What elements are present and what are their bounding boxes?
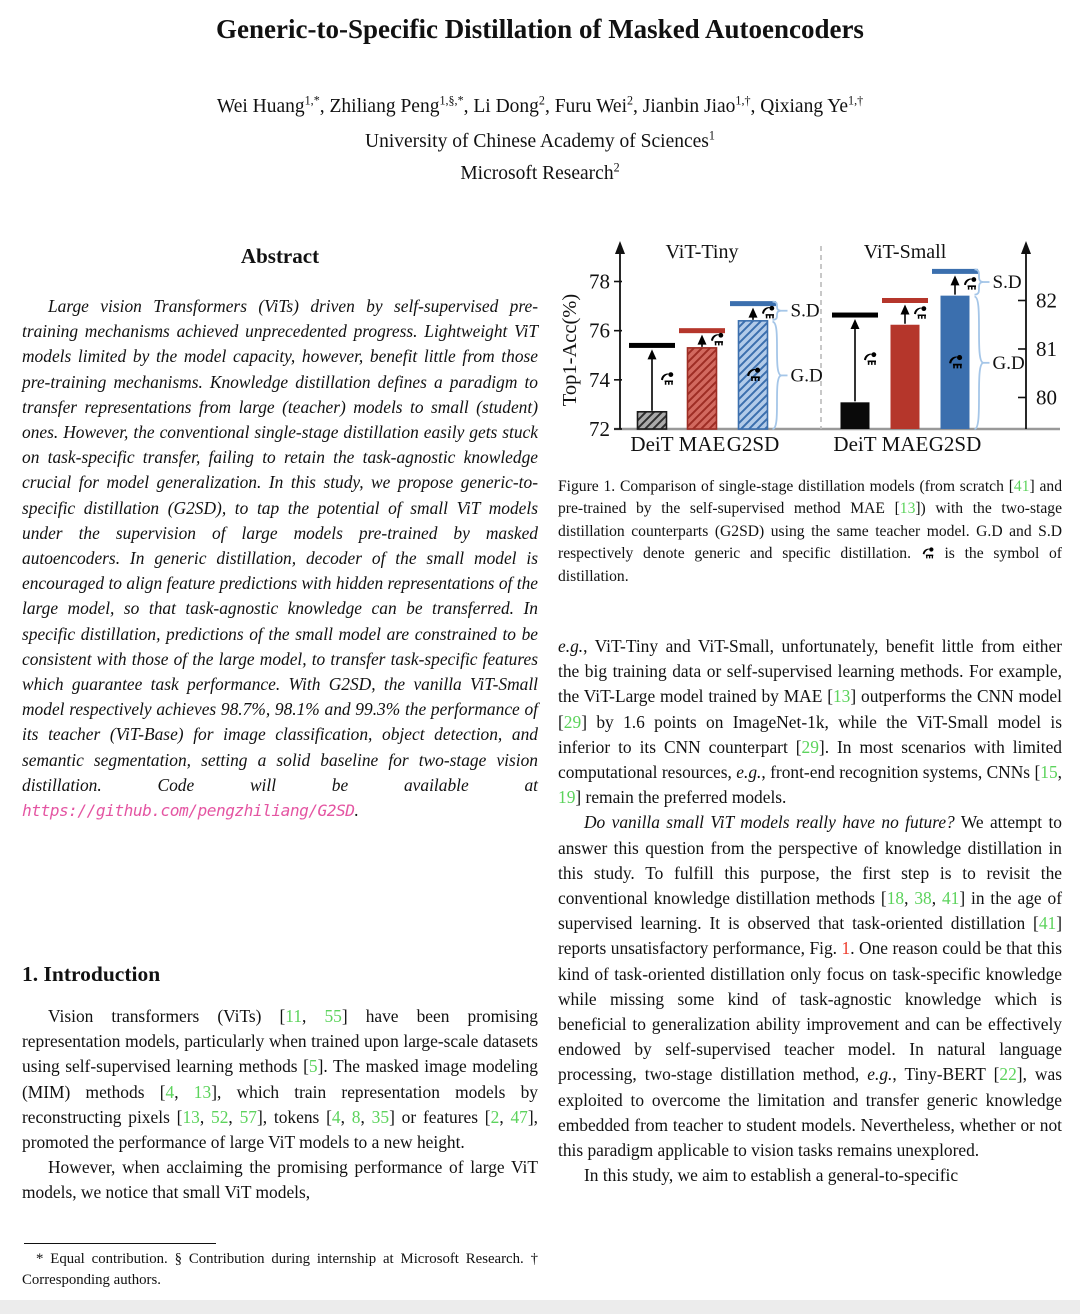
superscript-marker: 2 <box>626 93 634 108</box>
text-segment: , front-end recognition systems, CNNs [ <box>761 762 1041 783</box>
chart-arrowhead-g2sd-vit-small <box>951 275 960 285</box>
citation-ref: 15 <box>1040 762 1058 783</box>
chart-brace-gd-vit-small <box>975 297 984 429</box>
chart-tick-label: 81 <box>1036 336 1057 361</box>
text-segment: , <box>1057 762 1062 783</box>
text-segment: University of Chinese Academy of Sciences <box>365 131 709 152</box>
chart-cap-mae-vit-small <box>882 298 928 303</box>
chart-category-g2sd-vit-tiny: G2SD <box>726 432 780 456</box>
text-segment: Wei Huang <box>216 96 305 117</box>
text-segment: Microsoft Research <box>460 163 614 184</box>
text-segment: ] outperforms the CNN model [ <box>558 686 1062 732</box>
superscript-marker: 2 <box>613 160 620 175</box>
text-segment: ] have been promising representation models, particularly when trained upon large-scale datasets using self-supervised learning methods [ <box>22 1006 538 1077</box>
chart-cap-deit-vit-small <box>832 313 878 318</box>
citation-ref: 41 <box>1038 913 1057 934</box>
chart-cap-deit-vit-tiny <box>629 343 675 348</box>
citation-ref: 29 <box>563 711 582 732</box>
text-segment: , ViT-Tiny and ViT-Small, unfortunately, benefit little from either the big training data or self-supervised learning methods. For example, the ViT-Large model trained by MAE [ <box>558 636 1062 707</box>
chart-tick-label: 82 <box>1036 288 1057 313</box>
text-segment: , <box>360 1106 372 1127</box>
text-segment: ] and pre-trained by the self-supervised method MAE [ <box>558 478 1062 518</box>
intro-paragraph-1 <box>22 1004 538 1155</box>
chart-category-mae-vit-small: MAE <box>881 432 929 456</box>
affiliation-microsoft <box>0 160 1080 185</box>
body-paragraph-1 <box>558 634 1062 810</box>
text-segment: , <box>499 1106 511 1127</box>
text-segment: , <box>302 1006 325 1026</box>
figure-1-caption <box>558 476 1062 588</box>
distillation-icon <box>964 277 976 290</box>
text-segment: , <box>904 888 915 909</box>
chart-category-deit-vit-tiny: DeiT <box>630 432 674 456</box>
chart-axis-left-arrow <box>615 241 625 254</box>
text-segment: Jianbin Jiao <box>642 96 736 117</box>
text-segment: * Equal contribution. § Contribution during internship at Microsoft Research. † Corresponding authors. <box>22 1251 538 1288</box>
citation-ref: 19 <box>558 787 576 808</box>
figure-ref: 1 <box>841 938 851 959</box>
text-segment: ] or features [ <box>389 1106 491 1127</box>
chart-arrowhead-deit-vit-small <box>851 319 860 329</box>
chart-tick-label: 78 <box>589 269 610 294</box>
chart-label-gd-vit-small: G.D <box>992 352 1025 374</box>
citation-ref: 52 <box>211 1106 229 1127</box>
text-segment: Figure 1. Comparison of single-stage distillation models (from scratch [ <box>558 478 1014 495</box>
page-bottom-edge <box>0 1300 1080 1314</box>
text-segment: , Tiny-BERT [ <box>892 1064 1000 1085</box>
footnote <box>22 1243 538 1291</box>
text-segment: ]. In most scenarios with limited computational resources, <box>558 736 1062 783</box>
chart-bar-hatch-mae-vit-tiny <box>688 348 717 429</box>
text-segment: We attempt to answer this question from the perspective of knowledge distillation in this study. To fulfill this purpose, the first step is to revisit the conventional knowledge distillation methods [ <box>558 812 1062 909</box>
text-segment: e.g. <box>867 1064 893 1085</box>
superscript-marker: 1 <box>708 128 715 143</box>
text-segment: , <box>463 96 474 117</box>
citation-ref: 13 <box>832 686 851 707</box>
chart-bar-deit-vit-small <box>841 402 870 429</box>
figure-1-chart-svg <box>556 238 1068 472</box>
abstract-text <box>22 294 538 823</box>
author-line <box>0 93 1080 118</box>
text-segment: , <box>931 888 942 909</box>
text-segment: Li Dong <box>473 96 539 117</box>
superscript-marker: 1,† <box>735 93 751 108</box>
citation-ref: 29 <box>801 736 819 757</box>
text-segment: , <box>750 96 761 117</box>
figure-1 <box>556 238 1068 472</box>
superscript-marker: 1,§,* <box>439 93 464 108</box>
citation-ref: 2 <box>490 1106 500 1127</box>
citation-ref: 41 <box>1013 478 1030 495</box>
text-segment: ] in the age of supervised learning. It is observed that task-oriented distillation [ <box>558 888 1062 934</box>
text-segment: e.g. <box>736 762 762 783</box>
distillation-icon <box>864 352 876 365</box>
citation-ref: 13 <box>193 1081 212 1102</box>
chart-tick-label: 80 <box>1036 385 1057 410</box>
citation-ref: 13 <box>899 500 916 518</box>
introduction-body <box>22 1004 538 1206</box>
chart-category-deit-vit-small: DeiT <box>833 432 877 456</box>
superscript-marker: 1,* <box>304 93 320 108</box>
chart-category-mae-vit-tiny: MAE <box>678 432 726 456</box>
text-segment: . <box>354 800 359 821</box>
citation-ref: 4 <box>165 1081 175 1102</box>
chart-arrowhead-mae-vit-tiny <box>698 335 707 345</box>
citation-ref: 38 <box>914 888 932 909</box>
superscript-marker: 1,† <box>848 93 864 108</box>
chart-arrowhead-deit-vit-tiny <box>648 349 657 359</box>
text-segment: ]) with the two-stage distillation counterparts (G2SD) using the same teacher model. G.D and S.D respectively denote generic and specific distillation. <box>558 500 1062 563</box>
text-segment: ] remain the preferred models. <box>575 787 787 808</box>
citation-ref: 8 <box>351 1106 361 1127</box>
chart-panel-title-vit-small: ViT-Small <box>863 241 947 263</box>
chart-arrowhead-g2sd-vit-tiny <box>749 308 758 318</box>
figure-1-chart <box>556 238 1068 477</box>
github-link[interactable]: https://github.com/pengzhiliang/G2SD <box>22 801 355 821</box>
chart-arrowhead-mae-vit-small <box>901 304 910 314</box>
citation-ref: 18 <box>886 888 905 909</box>
text-segment: However, when acclaiming the promising performance of large ViT models, we notice that small ViT models, <box>22 1157 538 1203</box>
chart-label-gd-vit-tiny: G.D <box>790 365 823 387</box>
text-segment: is the symbol of distillation. <box>558 545 1062 585</box>
chart-bar-hatch-g2sd-vit-tiny <box>739 321 768 429</box>
intro-paragraph-2 <box>22 1155 538 1205</box>
chart-y-axis-label: Top1-Acc(%) <box>559 293 581 407</box>
citation-ref: 41 <box>941 888 960 909</box>
text-segment: ], tokens [ <box>256 1106 332 1127</box>
chart-cap-g2sd-vit-small <box>932 269 978 274</box>
chart-category-g2sd-vit-small: G2SD <box>928 432 982 456</box>
chart-axis-right-arrow <box>1021 241 1031 254</box>
distillation-icon <box>711 333 723 346</box>
text-segment: , <box>544 96 555 117</box>
superscript-marker: 2 <box>538 93 545 108</box>
text-segment: , <box>199 1106 211 1127</box>
text-segment: ] reports unsatisfactory performance, Fig. <box>558 913 1062 959</box>
footnote-rule <box>24 1243 216 1244</box>
chart-tick-label: 72 <box>589 417 610 441</box>
paper-title: Generic-to-Specific Distillation of Masked Autoencoders <box>216 14 864 44</box>
citation-ref: 35 <box>371 1106 390 1127</box>
body-paragraph-3 <box>558 1163 1062 1188</box>
footnote-text <box>22 1249 538 1291</box>
citation-ref: 11 <box>285 1006 303 1026</box>
chart-label-sd-vit-small: S.D <box>992 272 1022 294</box>
text-segment: ]. The masked image modeling (MIM) methods [ <box>22 1056 538 1102</box>
chart-bar-g2sd-vit-small <box>941 296 970 429</box>
text-segment: , <box>633 96 643 117</box>
text-segment: ], which train representation models by reconstructing pixels [ <box>22 1081 539 1127</box>
chart-cap-g2sd-vit-tiny <box>730 301 776 306</box>
chart-bar-mae-vit-small <box>891 325 920 429</box>
citation-ref: 5 <box>308 1056 318 1077</box>
text-segment: Do vanilla small ViT models really have no future? <box>584 812 955 833</box>
text-segment: Large vision Transformers (ViTs) driven by self-supervised pre-training mechanisms achieved unprecedented progress. Lightweight ViT models limited by the model capacity, however, benefit little from those pre-training mechanisms. Knowledge distillation defines a paradigm to transfer representations from large (teacher) models to small (student) ones. However, the conventional single-stage distillation easily gets stuck on task-specific transfer, failing to retain the task-agnostic knowledge crucial for model generalization. In this study, we propose generic-to-specific distillation (G2SD), to tap the potential of small ViT models under the supervision of large models pre-trained by masked autoencoders. In generic distillation, decoder of the small model is encouraged to align feature predictions with hidden representations of the large model, so that task-agnostic knowledge can be transferred. In specific distillation, predictions of the small model are constrained to be consistent with those of the large model, to transfer task-specific features which guarantee task performance. With G2SD, the vanilla ViT-Small model respectively achieves 98.7%, 98.1% and 99.3% the performance of its teacher (ViT-Base) for image classification, object detection, and semantic segmentation, setting a solid baseline for two-stage vision distillation. Code will be available at <box>22 296 538 795</box>
right-column-body <box>558 634 1062 1188</box>
text-segment: ], promoted the performance of large ViT models to a new height. <box>22 1106 539 1153</box>
text-segment: , <box>228 1106 240 1127</box>
chart-bar-hatch-deit-vit-tiny <box>638 412 667 429</box>
text-segment: Vision transformers (ViTs) [ <box>48 1006 286 1026</box>
text-segment: Zhiliang Peng <box>329 96 440 117</box>
chart-panel-title-vit-tiny: ViT-Tiny <box>665 241 739 263</box>
introduction-heading: 1. Introduction <box>22 962 161 986</box>
text-segment: , <box>340 1106 352 1127</box>
body-paragraph-2 <box>558 810 1062 1163</box>
text-segment: ], was exploited to overcome the limitation and transfer generic knowledge embedded from teacher to student models. Nevertheless, whether or not this paradigm applicable to vision tasks remains unexplored. <box>558 1064 1062 1161</box>
distillation-icon <box>914 306 926 319</box>
distillation-icon <box>661 372 673 385</box>
chart-cap-mae-vit-tiny <box>679 328 725 333</box>
chart-label-sd-vit-tiny: S.D <box>790 300 820 322</box>
abstract-heading: Abstract <box>240 244 320 268</box>
citation-ref: 47 <box>510 1106 528 1127</box>
text-segment: In this study, we aim to establish a general-to-specific <box>584 1165 959 1186</box>
distillation-icon <box>921 546 935 560</box>
citation-ref: 55 <box>324 1006 342 1026</box>
text-segment: Qixiang Ye <box>760 96 849 117</box>
text-segment: Furu Wei <box>554 96 627 117</box>
text-segment: , <box>174 1081 194 1102</box>
citation-ref: 13 <box>182 1106 200 1127</box>
text-segment: e.g. <box>558 636 584 656</box>
citation-ref: 57 <box>239 1106 257 1127</box>
chart-tick-label: 76 <box>589 318 610 343</box>
citation-ref: 22 <box>999 1064 1017 1085</box>
distillation-icon <box>762 306 774 319</box>
chart-brace-gd-vit-tiny <box>773 322 782 429</box>
text-segment: . One reason could be that this kind of task-oriented distillation only focus on task-specific knowledge while missing some kind of task-agnostic knowledge which is beneficial to generalization ability improvement and can be effectively endowed by self-supervised teacher model. In natural language processing, two-stage distillation method, <box>558 938 1062 1085</box>
affiliation-ucas <box>0 128 1080 153</box>
chart-tick-label: 74 <box>589 367 610 392</box>
citation-ref: 4 <box>331 1106 341 1127</box>
text-segment: , <box>319 96 330 117</box>
text-segment: ] by 1.6 points on ImageNet-1k, while the ViT-Small model is inferior to its CNN counterpart [ <box>558 711 1062 757</box>
